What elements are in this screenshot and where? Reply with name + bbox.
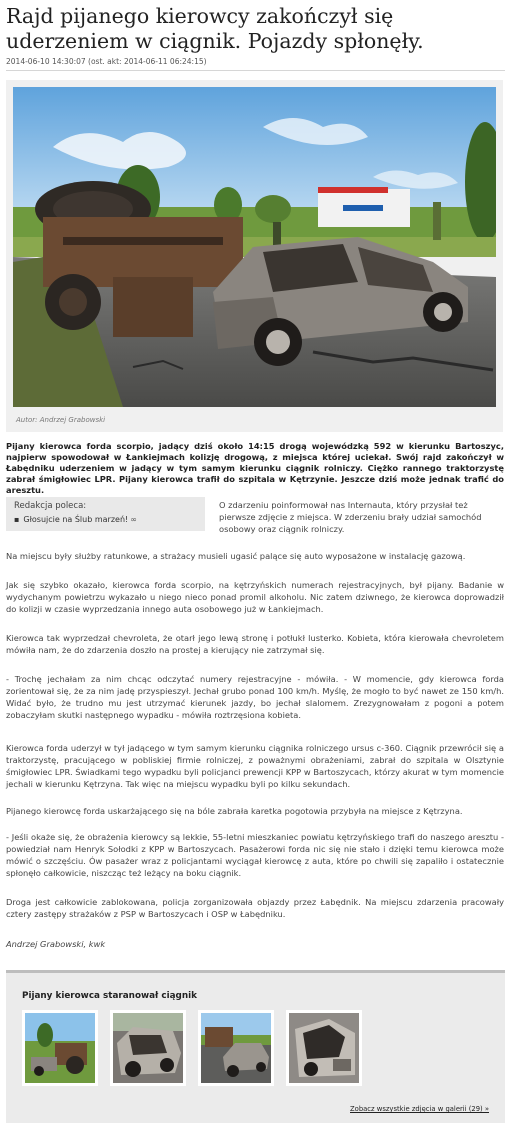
infinity-icon: ∞ <box>130 515 137 524</box>
thumb-burnt-car-interior[interactable] <box>289 1013 359 1083</box>
article-dates: 2014-06-10 14:30:07 (ost. akt: 2014-06-11 06:24:15) <box>6 57 207 66</box>
bullet-icon: ▪ <box>14 515 20 524</box>
gallery-all-photos-link[interactable]: Zobacz wszystkie zdjęcia w galerii (29) » <box>350 1105 489 1113</box>
article-paragraph: Jak się szybko okazało, kierowca forda scorpio, na kętrzyńskich numerach rejestracyjnych, był pijany. Badanie w wydychanym powietrzu wykazało u niego nieco ponad promil alkoholu. Nic zatem dziwnego, że kierowca doprowadził do kolizji w czasie wyprzedzania innego auta osobowego już w Łankiejmach. <box>6 580 504 614</box>
article-author: Andrzej Grabowski, kwk <box>6 939 106 949</box>
article-lead: Pijany kierowca forda scorpio, jadący dziś około 14:15 drogą wojewódzką 592 w kierunku Bartoszyc, najpierw spowodował w Łankiejmach kolizję drogową, z miejsca której uciekał. Swój rajd zakończył w Łabędniku uderzeniem w jadący w tym samym kierunku ciągnik rolniczy. Ciężko rannego traktorzystę zabrał śmigłowiec LPR. Pijany kierowca trafił do szpitala w Kętrzynie. Jeszcze dziś może jednak trafić do aresztu. <box>6 441 504 496</box>
article-paragraph: Droga jest całkowicie zablokowana, policja zorganizowała objazdy przez Łabędnik. Na miejscu zdarzenia pracowały cztery zastępy strażaków z PSP w Bartoszycach i OSP w Łabędniku. <box>6 897 504 919</box>
promo-link-text[interactable]: Głosujcie na Ślub marzeń! <box>23 515 129 524</box>
article-paragraph: Kierowca forda uderzył w tył jadącego w tym samym kierunku ciągnika rolniczego ursus c-360. Ciągnik przewrócił się a traktorzystę, pracującego w pobliskiej firmie rolniczej, z poważnymi obrażeniami, zabrał do szpitala w Olsztynie śmigłowiec LPR. Świadkami tego wypadku byli policjanci prewencji KPP w Bartoszycach, którzy akurat w tym momencie jechali w kierunku Kętrzyna. Tak więc na miejscu wypadku byli po kilku sekundach. <box>6 743 504 789</box>
article-paragraph: Na miejscu były służby ratunkowe, a strażacy musieli ugasić palące się auto wyposażone w instalację gazową. <box>6 551 466 561</box>
promo-link[interactable] <box>14 515 137 524</box>
thumb-burnt-car-closeup[interactable] <box>113 1013 183 1083</box>
gallery-panel <box>6 970 505 1123</box>
gallery-thumb[interactable] <box>110 1010 186 1086</box>
article-paragraph: Pijanego kierowcę forda uskarżającego się na bóle zabrała karetka pogotowia przybyła na miejsce z Kętrzyna. <box>6 806 463 816</box>
promo-title: Redakcja poleca: <box>14 501 87 511</box>
article-title: Rajd pijanego kierowcy zakończył się uderzeniem w ciągnik. Pojazdy spłonęły. <box>6 4 424 53</box>
gallery-thumb[interactable] <box>286 1010 362 1086</box>
photo-caption: Autor: Andrzej Grabowski <box>16 416 106 424</box>
article-paragraph: Kierowca tak wyprzedzał chevroleta, że otarł jego lewą stronę i potłukł lusterko. Kobieta, która kierowała chevroletem mówiła nam, że do zdarzenia doszło na prostej a kierujący nie zatrzymał się. <box>6 633 504 655</box>
thumb-wreck-tractor-field[interactable] <box>25 1013 95 1083</box>
aside-paragraph: O zdarzeniu poinformował nas Internauta, który przysłał też pierwsze zdjęcie z miejsca. W zderzeniu brały udział samochód osobowy oraz ciągnik rolniczy. <box>219 500 482 534</box>
article-paragraph: - Trochę jechałam za nim chcąc odczytać numery rejestracyjne - mówiła. - W momencie, gdy kierowca forda zorientował się, że za nim jadę przyspieszył. Jechał grubo ponad 100 km/h. Myślę, że mogło to być nawet ze 150 km/h. Widać było, że trudno mu jest utrzymać kierunek jazdy, bo jechał slalomem. Zrezygnowałam z pogoni a potem zobaczyłam skutki następnego wypadku - mówiła roztrzęsiona kobieta. <box>6 674 504 720</box>
thumb-wreck-on-road[interactable] <box>201 1013 271 1083</box>
gallery-title: Pijany kierowca staranował ciągnik <box>22 991 197 1001</box>
main-photo-frame[interactable] <box>6 80 503 432</box>
editor-recommends-box <box>6 497 205 531</box>
article-paragraph: - Jeśli okaże się, że obrażenia kierowcy są lekkie, 55-letni mieszkaniec powiatu kętrzyńskiego trafi do naszego aresztu - powiedział nam Henryk Sołodki z KPP w Bartoszycach. Pasażerowi forda nic się nie stało i dzięki temu kierowca może mówić o szczęściu. Ów pasażer wraz z policjantami wyciągał kierowcę z auta, które po chwili się zapaliło i ostatecznie spłonęło całkowicie, niszcząc też leżący na boku ciągnik. <box>6 832 504 878</box>
main-photo[interactable] <box>13 87 496 407</box>
gallery-thumb[interactable] <box>198 1010 274 1086</box>
title-divider <box>6 70 505 71</box>
gallery-thumb[interactable] <box>22 1010 98 1086</box>
